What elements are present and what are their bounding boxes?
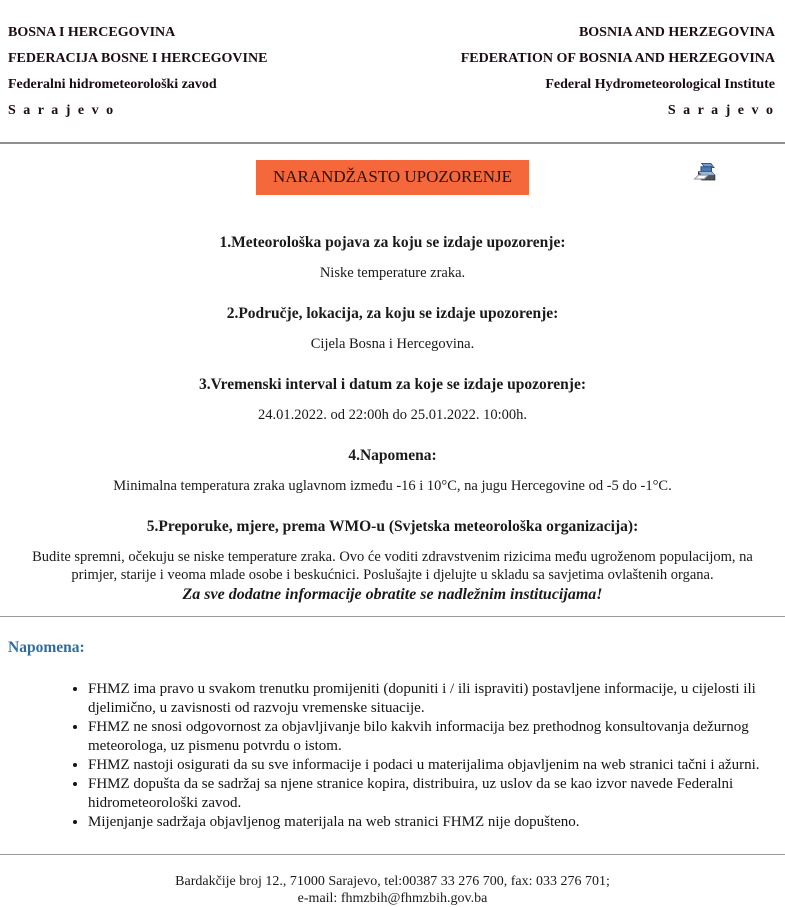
section-note: [0, 447, 785, 495]
warning-banner-row: [0, 160, 785, 198]
content-divider: [0, 616, 785, 617]
section-heading: 2.Područje, lokacija, za koju se izdaje upozorenje:: [226, 305, 559, 322]
section-body: Niske temperature zraka.: [319, 265, 466, 281]
section-phenomenon: [0, 234, 785, 282]
institution-header: [0, 0, 785, 124]
footer-divider: [0, 854, 785, 855]
footer-email: e-mail: fhmzbih@fhmzbih.gov.ba: [297, 891, 488, 906]
orange-warning-badge[interactable]: NARANDŽASTO UPOZORENJE: [256, 160, 529, 195]
header-federation-bs: FEDERACIJA BOSNE I HERCEGOVINE: [8, 51, 268, 66]
header-federation-en: FEDERATION OF BOSNIA AND HERZEGOVINA: [460, 51, 775, 66]
header-country-bs: BOSNA I HERCEGOVINA: [8, 25, 176, 40]
header-institute-bs: Federalni hidrometeorološki zavod: [8, 77, 217, 92]
print-button[interactable]: [691, 162, 719, 191]
closing-note: Za sve dodatne informacije obratite se nadležnim institucijama!: [182, 586, 603, 603]
section-heading: 3.Vremenski interval i datum za koje se izdaje upozorenje:: [198, 376, 586, 393]
header-institute-en: Federal Hydrometeorological Institute: [545, 77, 775, 92]
section-body: Minimalna temperatura zraka uglavnom između -16 i 10°C, na jugu Hercegovine od -5 do -1°C.: [113, 478, 672, 494]
section-body: Budite spremni, očekuju se niske temperature zraka. Ovo će voditi zdravstvenim rizicima među ugroženom populacijom, na primjer, starije i veoma mlade osobe i beskućnici. Poslušajte i djelujte u skladu sa savjetima ovlaštenih organa.: [32, 549, 753, 583]
napomena-item: • FHMZ dopušta da se sadržaj sa njene stranice kopira, distribuira, uz uslov da se kao izvor navede Federalni hidrometeorološki zavod.: [88, 775, 770, 813]
napomena-title: Napomena:: [8, 639, 85, 656]
section-area: [0, 305, 785, 353]
section-body: 24.01.2022. od 22:00h do 25.01.2022. 10:00h.: [257, 407, 528, 423]
header-city-en: S a r a j e v o: [667, 103, 775, 118]
section-heading: 4.Napomena:: [348, 447, 437, 464]
section-body: Cijela Bosna i Hercegovina.: [310, 336, 475, 352]
header-divider: [0, 142, 785, 144]
header-country-en: BOSNIA AND HERZEGOVINA: [578, 25, 775, 40]
napomena-list: [0, 680, 785, 832]
footer: [0, 873, 785, 907]
napomena-item: • FHMZ ne snosi odgovornost za objavljivanje bilo kakvih informacija bez prethodnog konsultovanja dežurnog meteorologa, uz pismenu potvrdu o istom.: [88, 718, 770, 756]
section-heading: 1.Meteorološka pojava za koju se izdaje upozorenje:: [219, 234, 566, 251]
header-city-bs: S a r a j e v o: [8, 103, 116, 118]
header-bosnian: [8, 20, 267, 124]
warning-sections: [0, 234, 785, 604]
section-heading: 5.Preporuke, mjere, prema WMO-u (Svjetska meteorološka organizacija):: [146, 518, 639, 535]
napomena-item: • FHMZ ima pravo u svakom trenutku promijeniti (dopuniti i / ili ispraviti) postavljene informacije, u cijelosti ili djelimično, u zavisnosti od razvoju vremenske situacije.: [88, 680, 770, 718]
section-interval: [0, 376, 785, 424]
header-english: [461, 20, 775, 124]
napomena-item: • Mijenjanje sadržaja objavljenog materijala na web stranici FHMZ nije dopušteno.: [88, 813, 770, 832]
section-recommendations: [0, 518, 785, 584]
footer-address: Bardakčije broj 12., 71000 Sarajevo, tel:00387 33 276 700, fax: 033 276 701;: [175, 874, 610, 889]
printer-icon: [691, 176, 719, 191]
napomena-item: • FHMZ nastoji osigurati da su sve informacije i podaci u materijalima objavljenim na web stranici tačni i ažurni.: [88, 756, 770, 775]
